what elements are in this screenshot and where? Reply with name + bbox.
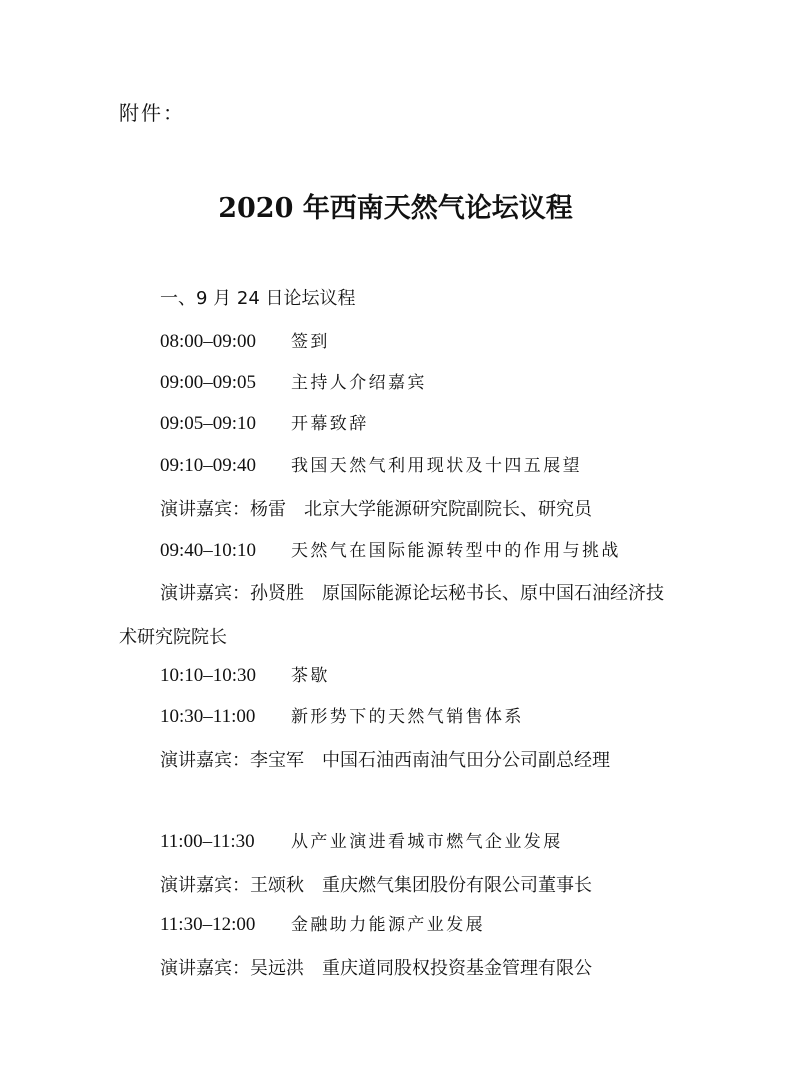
speaker-label: 演讲嘉宾：: [160, 750, 250, 771]
speaker-title: 北京大学能源研究院副院长、研究员: [304, 499, 592, 520]
speaker-line: [119, 572, 672, 660]
speaker-label: 演讲嘉宾：: [160, 583, 250, 604]
section-heading: 一、9 月 24 日论坛议程: [160, 288, 356, 309]
speaker-line: [160, 864, 592, 908]
schedule-time: 09:05–09:10: [160, 413, 257, 434]
speaker-name: 王颂秋: [250, 875, 304, 896]
speaker-label: 演讲嘉宾：: [160, 958, 250, 979]
schedule-row: [160, 662, 330, 691]
schedule-row: [160, 328, 330, 357]
schedule-row: [160, 911, 485, 940]
speaker-title: 重庆燃气集团股份有限公司董事长: [322, 875, 592, 896]
schedule-topic: 茶歇: [291, 666, 330, 686]
schedule-topic: 我国天然气利用现状及十四五展望: [291, 456, 582, 476]
schedule-topic: 金融助力能源产业发展: [291, 915, 485, 935]
schedule-row: [160, 703, 524, 732]
speaker-line: [119, 739, 672, 783]
schedule-topic: 签到: [291, 332, 330, 352]
schedule-time: 11:00–11:30: [160, 831, 255, 852]
page-title: 2020 年西南天然气论坛议程: [218, 193, 573, 224]
schedule-row: [160, 828, 563, 857]
speaker-name: 李宝军: [250, 750, 304, 771]
schedule-time: 11:30–12:00: [160, 914, 256, 935]
attachment-label: 附件：: [119, 101, 185, 125]
schedule-topic: 从产业演进看城市燃气企业发展: [291, 832, 563, 852]
speaker-title: 中国石油西南油气田分公司副总经理: [322, 750, 610, 771]
schedule-time: 09:10–09:40: [160, 455, 257, 476]
schedule-topic: 开幕致辞: [291, 414, 369, 434]
schedule-topic: 新形势下的天然气销售体系: [291, 707, 524, 727]
speaker-name: 吴远洪: [250, 958, 304, 979]
schedule-row: [160, 452, 582, 481]
schedule-row: [160, 537, 621, 566]
speaker-label: 演讲嘉宾：: [160, 499, 250, 520]
schedule-row: [160, 410, 369, 439]
schedule-time: 08:00–09:00: [160, 331, 257, 352]
speaker-line: [160, 488, 592, 532]
schedule-row: [160, 369, 427, 398]
speaker-name: 杨雷: [250, 499, 286, 520]
schedule-time: 09:00–09:05: [160, 372, 257, 393]
speaker-label: 演讲嘉宾：: [160, 875, 250, 896]
schedule-time: 10:10–10:30: [160, 665, 257, 686]
schedule-topic: 主持人介绍嘉宾: [291, 373, 427, 393]
speaker-line: [160, 947, 592, 991]
schedule-time: 10:30–11:00: [160, 706, 256, 727]
speaker-title: 原国际能源论坛秘书长、原中国石油经济技术研究院院长: [119, 583, 664, 648]
speaker-name: 孙贤胜: [250, 583, 304, 604]
speaker-title: 重庆道同股权投资基金管理有限公: [322, 958, 592, 979]
schedule-topic: 天然气在国际能源转型中的作用与挑战: [291, 541, 621, 561]
schedule-time: 09:40–10:10: [160, 540, 257, 561]
